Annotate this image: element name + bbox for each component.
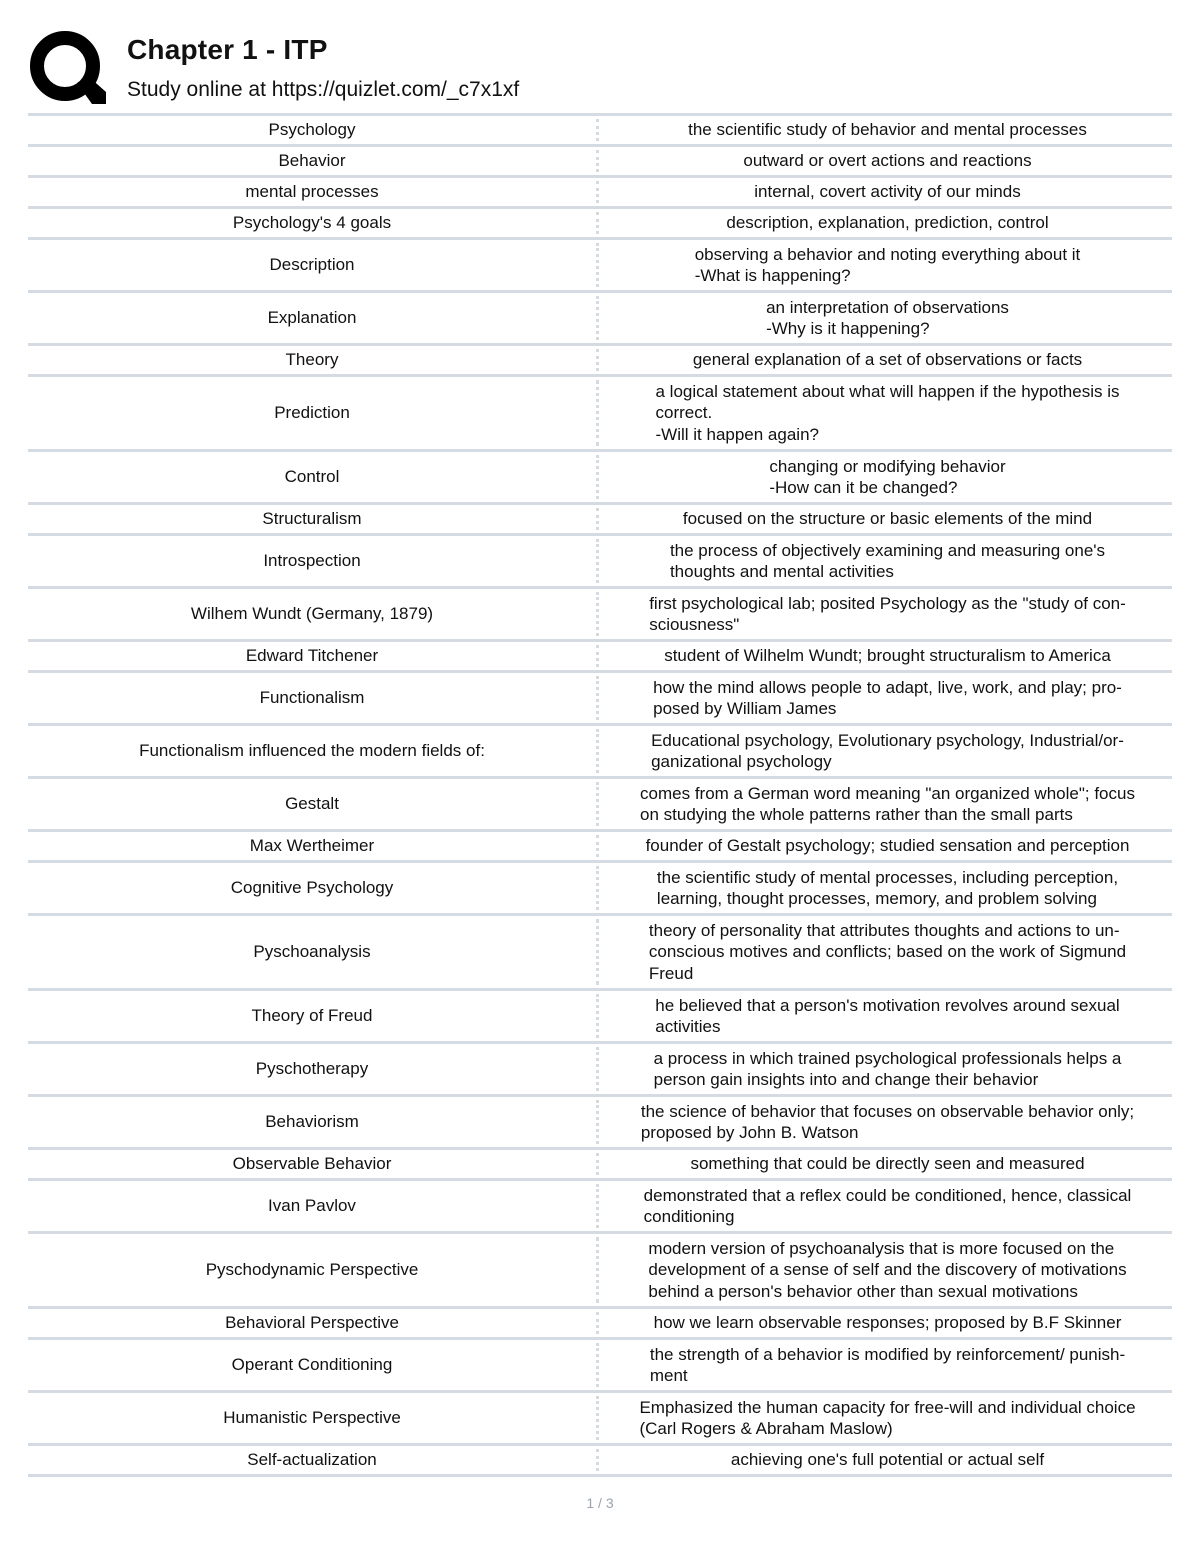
card-term: Self-actualization — [247, 1450, 377, 1469]
card-row — [28, 991, 1172, 1044]
card-row — [28, 1181, 1172, 1234]
card-definition-cell — [603, 642, 1172, 670]
card-term: Explanation — [267, 308, 357, 327]
column-divider — [596, 455, 603, 499]
card-definition-cell — [603, 240, 1172, 290]
column-divider — [596, 994, 603, 1038]
card-term: Operant Conditioning — [231, 1355, 393, 1374]
card-term: Structuralism — [262, 509, 362, 528]
card-term: Pyschodynamic Perspective — [205, 1260, 419, 1279]
column-divider — [596, 508, 603, 530]
card-term: mental processes — [245, 182, 379, 201]
card-definition-cell — [603, 209, 1172, 237]
card-definition-cell — [603, 116, 1172, 144]
card-row — [28, 832, 1172, 863]
card-definition-cell — [603, 377, 1172, 449]
card-definition-cell — [603, 916, 1172, 988]
card-definition-cell — [603, 346, 1172, 374]
card-definition-cell — [603, 1044, 1172, 1094]
column-divider — [596, 349, 603, 371]
card-definition-cell — [603, 1446, 1172, 1474]
column-divider — [596, 1153, 603, 1175]
card-term: Psychology — [268, 120, 356, 139]
card-term: Prediction — [274, 403, 350, 422]
column-divider — [596, 1184, 603, 1228]
card-definition: achieving one's full potential or actual self — [730, 1450, 1045, 1470]
card-definition-cell — [603, 1150, 1172, 1178]
column-divider — [596, 1449, 603, 1471]
card-term: Control — [284, 467, 340, 486]
card-definition: how the mind allows people to adapt, live, work, and play; pro- posed by William James — [653, 677, 1122, 718]
card-term: Pyschotherapy — [255, 1059, 369, 1078]
column-divider — [596, 1237, 603, 1303]
card-definition-cell — [603, 673, 1172, 723]
column-divider — [596, 539, 603, 583]
card-row — [28, 673, 1172, 726]
column-divider — [596, 1047, 603, 1091]
card-definition: observing a behavior and noting everything about it -What is happening? — [694, 244, 1081, 285]
card-definition: theory of personality that attributes thoughts and actions to un- conscious motives and conflicts; based on the work of Sigmund Freud — [648, 920, 1127, 983]
card-term: Introspection — [263, 551, 361, 570]
study-link[interactable]: Study online at https://quizlet.com/_c7x1xf — [127, 78, 520, 101]
card-row — [28, 1150, 1172, 1181]
card-definition: an interpretation of observations -Why is it happening? — [766, 297, 1009, 338]
card-definition-cell — [603, 147, 1172, 175]
card-row — [28, 505, 1172, 536]
column-divider — [596, 592, 603, 636]
card-definition: first psychological lab; posited Psychology as the "study of con- sciousness" — [649, 593, 1126, 634]
card-row — [28, 863, 1172, 916]
card-row — [28, 240, 1172, 293]
card-definition: founder of Gestalt psychology; studied sensation and perception — [645, 836, 1130, 856]
card-definition: Educational psychology, Evolutionary psychology, Industrial/or- ganizational psychology — [651, 730, 1124, 771]
card-definition: the strength of a behavior is modified by reinforcement/ punish- ment — [649, 1344, 1126, 1385]
card-row — [28, 293, 1172, 346]
card-definition: outward or overt actions and reactions — [743, 151, 1032, 171]
card-row — [28, 346, 1172, 377]
card-term: Behavioral Perspective — [225, 1313, 399, 1332]
card-definition: the scientific study of mental processes, including perception, learning, thought processes, memory, and problem solving — [656, 867, 1119, 908]
column-divider — [596, 1100, 603, 1144]
card-definition: the process of objectively examining and measuring one's thoughts and mental activities — [669, 540, 1106, 581]
card-definition: general explanation of a set of observations or facts — [692, 350, 1083, 370]
card-row — [28, 116, 1172, 147]
card-row — [28, 147, 1172, 178]
card-definition: a logical statement about what will happen if the hypothesis is correct. -Will it happen again? — [655, 381, 1120, 444]
card-term: Wilhem Wundt (Germany, 1879) — [190, 604, 434, 623]
card-definition: comes from a German word meaning "an organized whole"; focus on studying the whole patterns rather than the small parts — [640, 783, 1135, 824]
card-term: Behaviorism — [265, 1112, 359, 1131]
card-definition-cell — [603, 863, 1172, 913]
column-divider — [596, 212, 603, 234]
card-row — [28, 779, 1172, 832]
column-divider — [596, 1343, 603, 1387]
card-term: Description — [269, 255, 355, 274]
card-definition: how we learn observable responses; proposed by B.F Skinner — [653, 1313, 1122, 1333]
column-divider — [596, 866, 603, 910]
card-term: Behavior — [278, 151, 346, 170]
card-definition-cell — [603, 452, 1172, 502]
page-title: Chapter 1 - ITP — [127, 34, 328, 65]
card-definition-cell — [603, 505, 1172, 533]
card-term: Edward Titchener — [245, 646, 379, 665]
card-definition: changing or modifying behavior -How can it be changed? — [769, 456, 1006, 497]
card-definition: a process in which trained psychological professionals helps a person gain insights into and change their behavior — [653, 1048, 1122, 1089]
column-divider — [596, 1396, 603, 1440]
card-definition: the scientific study of behavior and mental processes — [688, 120, 1087, 140]
card-definition: something that could be directly seen and measured — [690, 1154, 1085, 1174]
card-term: Cognitive Psychology — [230, 878, 394, 897]
card-definition: demonstrated that a reflex could be conditioned, hence, classical conditioning — [643, 1185, 1132, 1226]
card-definition-cell — [603, 293, 1172, 343]
card-definition-cell — [603, 832, 1172, 860]
card-definition: the science of behavior that focuses on observable behavior only; proposed by John B. Watson — [640, 1101, 1135, 1142]
card-term: Ivan Pavlov — [268, 1196, 356, 1215]
column-divider — [596, 243, 603, 287]
card-term: Psychology's 4 goals — [232, 213, 392, 232]
card-row — [28, 642, 1172, 673]
card-definition-cell — [603, 589, 1172, 639]
column-divider — [596, 835, 603, 857]
column-divider — [596, 729, 603, 773]
card-row — [28, 589, 1172, 642]
column-divider — [596, 296, 603, 340]
card-definition-cell — [603, 536, 1172, 586]
card-row — [28, 178, 1172, 209]
card-term: Functionalism — [259, 688, 365, 707]
card-term: Humanistic Perspective — [223, 1408, 401, 1427]
card-definition: Emphasized the human capacity for free-will and individual choice (Carl Rogers & Abraham Maslow) — [639, 1397, 1136, 1438]
card-definition-cell — [603, 1097, 1172, 1147]
card-row — [28, 726, 1172, 779]
card-definition-cell — [603, 178, 1172, 206]
card-term: Observable Behavior — [232, 1154, 392, 1173]
card-row — [28, 536, 1172, 589]
card-row — [28, 1309, 1172, 1340]
card-definition: he believed that a person's motivation revolves around sexual activities — [655, 995, 1120, 1036]
card-term: Theory of Freud — [251, 1006, 373, 1025]
card-row — [28, 1097, 1172, 1150]
column-divider — [596, 119, 603, 141]
card-definition-cell — [603, 779, 1172, 829]
flashcard-table — [28, 113, 1172, 1477]
column-divider — [596, 1312, 603, 1334]
card-definition: modern version of psychoanalysis that is more focused on the development of a sense of self and the discovery of motivations behind a person's behavior other than sexual motivations — [648, 1238, 1127, 1301]
page-header — [28, 28, 1178, 108]
card-row — [28, 209, 1172, 240]
card-row — [28, 916, 1172, 991]
card-row — [28, 452, 1172, 505]
column-divider — [596, 782, 603, 826]
card-definition: description, explanation, prediction, control — [726, 213, 1049, 233]
card-term: Max Wertheimer — [249, 836, 375, 855]
card-definition-cell — [603, 1181, 1172, 1231]
card-term: Functionalism influenced the modern fields of: — [139, 741, 485, 760]
card-definition: focused on the structure or basic elements of the mind — [682, 509, 1093, 529]
card-row — [28, 1340, 1172, 1393]
column-divider — [596, 181, 603, 203]
card-row — [28, 1446, 1172, 1477]
card-row — [28, 1234, 1172, 1309]
card-definition-cell — [603, 1234, 1172, 1306]
column-divider — [596, 380, 603, 446]
card-row — [28, 1044, 1172, 1097]
card-definition-cell — [603, 1393, 1172, 1443]
quizlet-logo-icon — [28, 28, 108, 108]
column-divider — [596, 645, 603, 667]
card-definition-cell — [603, 1309, 1172, 1337]
card-term: Theory — [285, 350, 339, 369]
card-definition: student of Wilhelm Wundt; brought structuralism to America — [664, 646, 1111, 666]
column-divider — [596, 676, 603, 720]
column-divider — [596, 919, 603, 985]
card-row — [28, 1393, 1172, 1446]
page-number: 1 / 3 — [586, 1495, 614, 1511]
card-term: Pyschoanalysis — [253, 942, 371, 961]
column-divider — [596, 150, 603, 172]
card-definition-cell — [603, 991, 1172, 1041]
card-definition: internal, covert activity of our minds — [754, 182, 1021, 202]
card-definition-cell — [603, 726, 1172, 776]
card-definition-cell — [603, 1340, 1172, 1390]
card-term: Gestalt — [285, 794, 339, 813]
card-row — [28, 377, 1172, 452]
